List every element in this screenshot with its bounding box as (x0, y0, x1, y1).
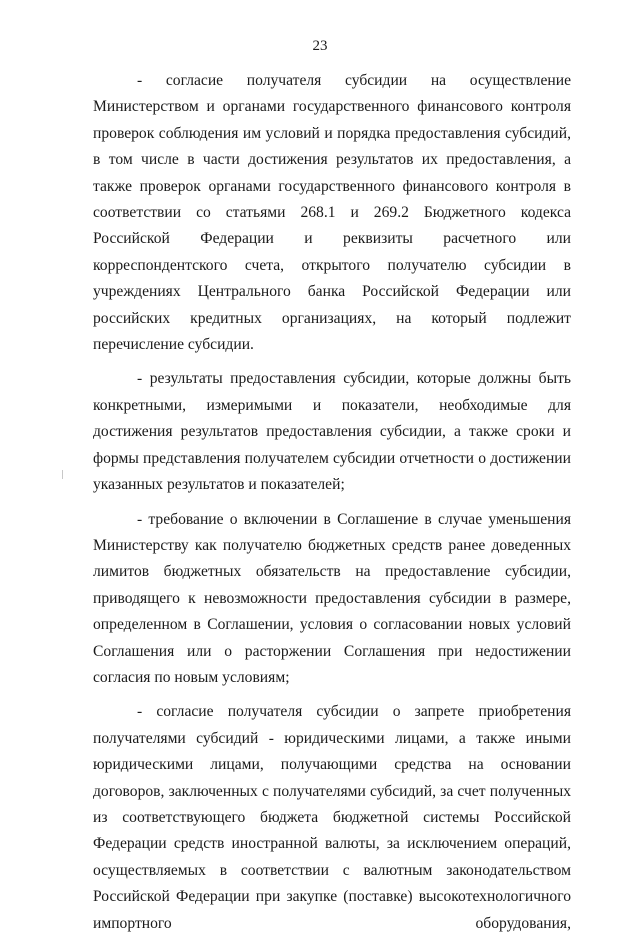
margin-mark (62, 470, 63, 479)
document-body (93, 68, 571, 937)
paragraph-currency-ban: - согласие получателя субсидии о запрете приобретения получателями субсидий - юридическими лицами, а также иными юридическими лицами, получающими средства на основании договоров, заключенных с получателями субсидий, за счет полученных из соответствующего бюджета бюджетной системы Российской Федерации средств иностранной валюты, за исключением операций, осуществляемых в соответствии с валютным законодательством Российской Федерации при закупке (поставке) высокотехнологичного импортного оборудования, (93, 703, 571, 932)
paragraph-agreement-requirement: - требование о включении в Соглашение в случае уменьшения Министерству как получателю бюджетных средств ранее доведенных лимитов бюджетных обязательств на предоставление субсидии, приводящего к невозможности предоставления субсидии в размере, определенном в Соглашении, условия о согласовании новых условий Соглашения или о расторжении Соглашения при недостижении согласия по новым условиям; (93, 510, 571, 686)
paragraph-consent-inspections: - согласие получателя субсидии на осуществление Министерством и органами государственного финансового контроля проверок соблюдения им условий и порядка предоставления субсидий, в том числе в части достижения результатов их предоставления, а также проверок органами государственного финансового контроля в соответствии со статьями 268.1 и 269.2 Бюджетного кодекса Российской Федерации и реквизиты расчетного или корреспондентского счета, открытого получателю субсидии в учреждениях Центрального банка Российской Федерации или российских кредитных организациях, на который подлежит перечисление субсидии. (93, 72, 571, 354)
page-number: 23 (312, 38, 328, 54)
paragraph-results: - результаты предоставления субсидии, которые должны быть конкретными, измеримыми и показатели, необходимые для достижения результатов предоставления субсидии, а также сроки и формы представления получателем субсидии отчетности о достижении указанных результатов и показателей; (93, 370, 571, 494)
